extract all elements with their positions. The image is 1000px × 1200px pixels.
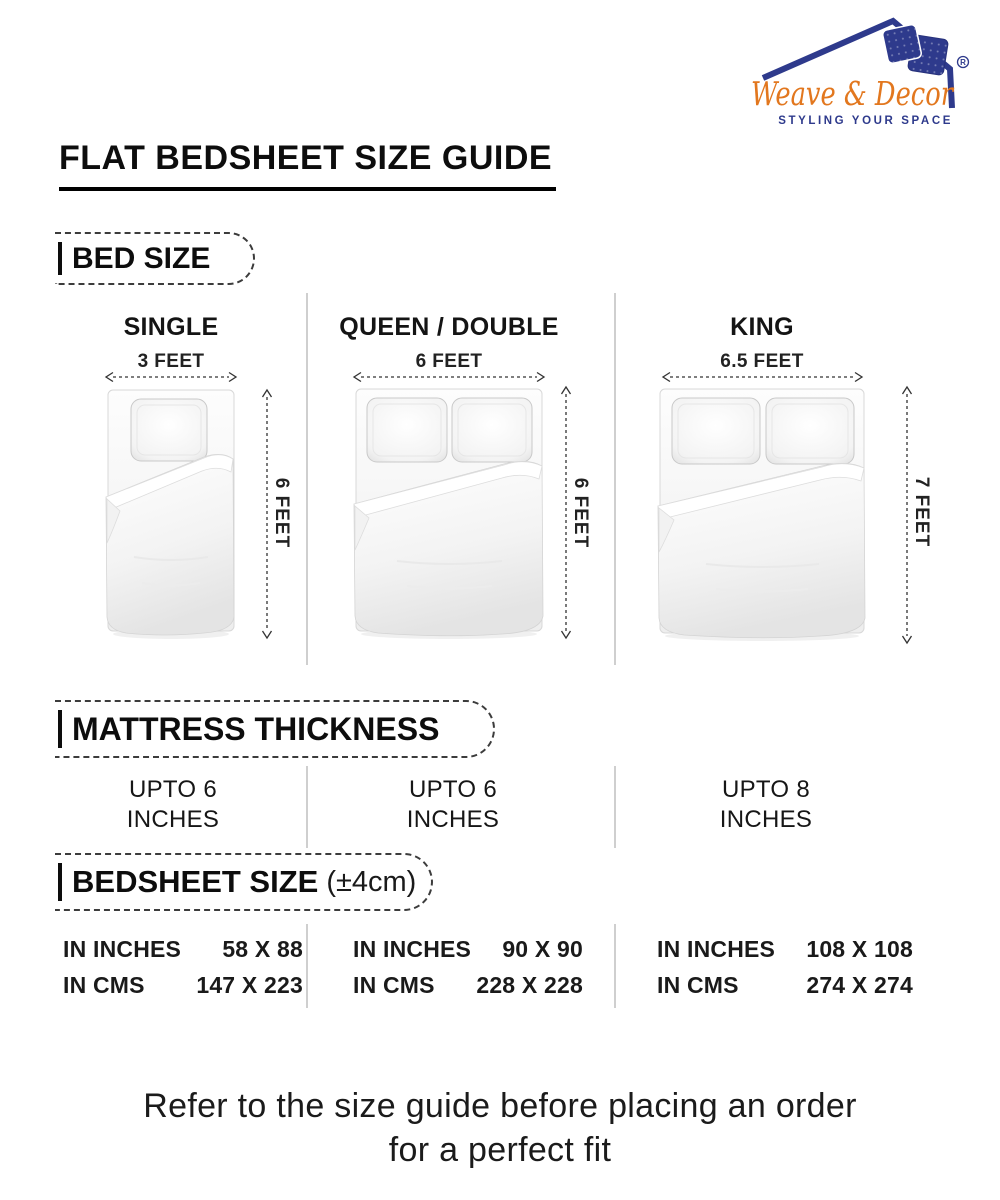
size-row-inches: IN INCHES 108 X 108 <box>657 936 913 962</box>
size-row-cms: IN CMS 147 X 223 <box>63 972 303 998</box>
width-dimension-arrow <box>661 371 864 383</box>
brand-tagline: STYLING YOUR SPACE <box>778 115 953 127</box>
section-accent-bar <box>58 242 62 275</box>
bed-type-label: QUEEN / DOUBLE <box>339 313 559 341</box>
brand-logo <box>735 8 985 130</box>
footer-note: Refer to the size guide before placing an order for a perfect fit <box>143 1087 857 1169</box>
page-title: FLAT BEDSHEET SIZE GUIDE <box>59 139 556 191</box>
king-bed-illustration <box>656 386 868 642</box>
bed-length-label: 6 FEET <box>570 477 591 549</box>
bed-length-label: 6 FEET <box>271 477 292 549</box>
svg-text:R: R <box>960 58 966 67</box>
mattress-thickness-value: UPTO 6 INCHES <box>406 776 500 833</box>
mattress-thickness-value: UPTO 8 INCHES <box>719 776 813 833</box>
column-divider <box>306 766 308 848</box>
single-bed-illustration <box>104 387 238 640</box>
bedsheet-tolerance-note: (±4cm) <box>326 865 417 898</box>
size-row-inches: IN INCHES 58 X 88 <box>63 936 303 962</box>
section-accent-bar <box>58 863 62 901</box>
registered-trademark-icon <box>958 57 969 68</box>
mattress-thickness-value: UPTO 6 INCHES <box>126 776 220 833</box>
size-row-inches: IN INCHES 90 X 90 <box>353 936 583 962</box>
section-accent-bar <box>58 710 62 748</box>
size-row-cms: IN CMS 274 X 274 <box>657 972 913 998</box>
bed-width-label: 6.5 FEET <box>720 351 804 372</box>
logo-pillows-icon <box>882 24 949 76</box>
bed-width-label: 3 FEET <box>137 351 205 372</box>
section-header-bed-size: BED SIZE <box>55 232 255 285</box>
bed-length-label: 7 FEET <box>911 476 932 548</box>
bed-width-label: 6 FEET <box>415 351 483 372</box>
section-header-mattress-thickness: MATTRESS THICKNESS <box>55 700 495 758</box>
column-divider <box>306 924 308 1008</box>
section-header-bedsheet-size: BEDSHEET SIZE (±4cm) <box>55 853 433 911</box>
bed-type-label: KING <box>730 313 794 341</box>
brand-name: Weave & Decor <box>751 74 955 113</box>
column-divider <box>614 766 616 848</box>
size-row-cms: IN CMS 228 X 228 <box>353 972 583 998</box>
width-dimension-arrow <box>352 371 546 383</box>
column-divider <box>614 924 616 1008</box>
column-divider <box>306 293 308 665</box>
width-dimension-arrow <box>104 371 238 383</box>
queen-bed-illustration <box>352 386 546 640</box>
column-divider <box>614 293 616 665</box>
bed-type-label: SINGLE <box>123 313 219 341</box>
